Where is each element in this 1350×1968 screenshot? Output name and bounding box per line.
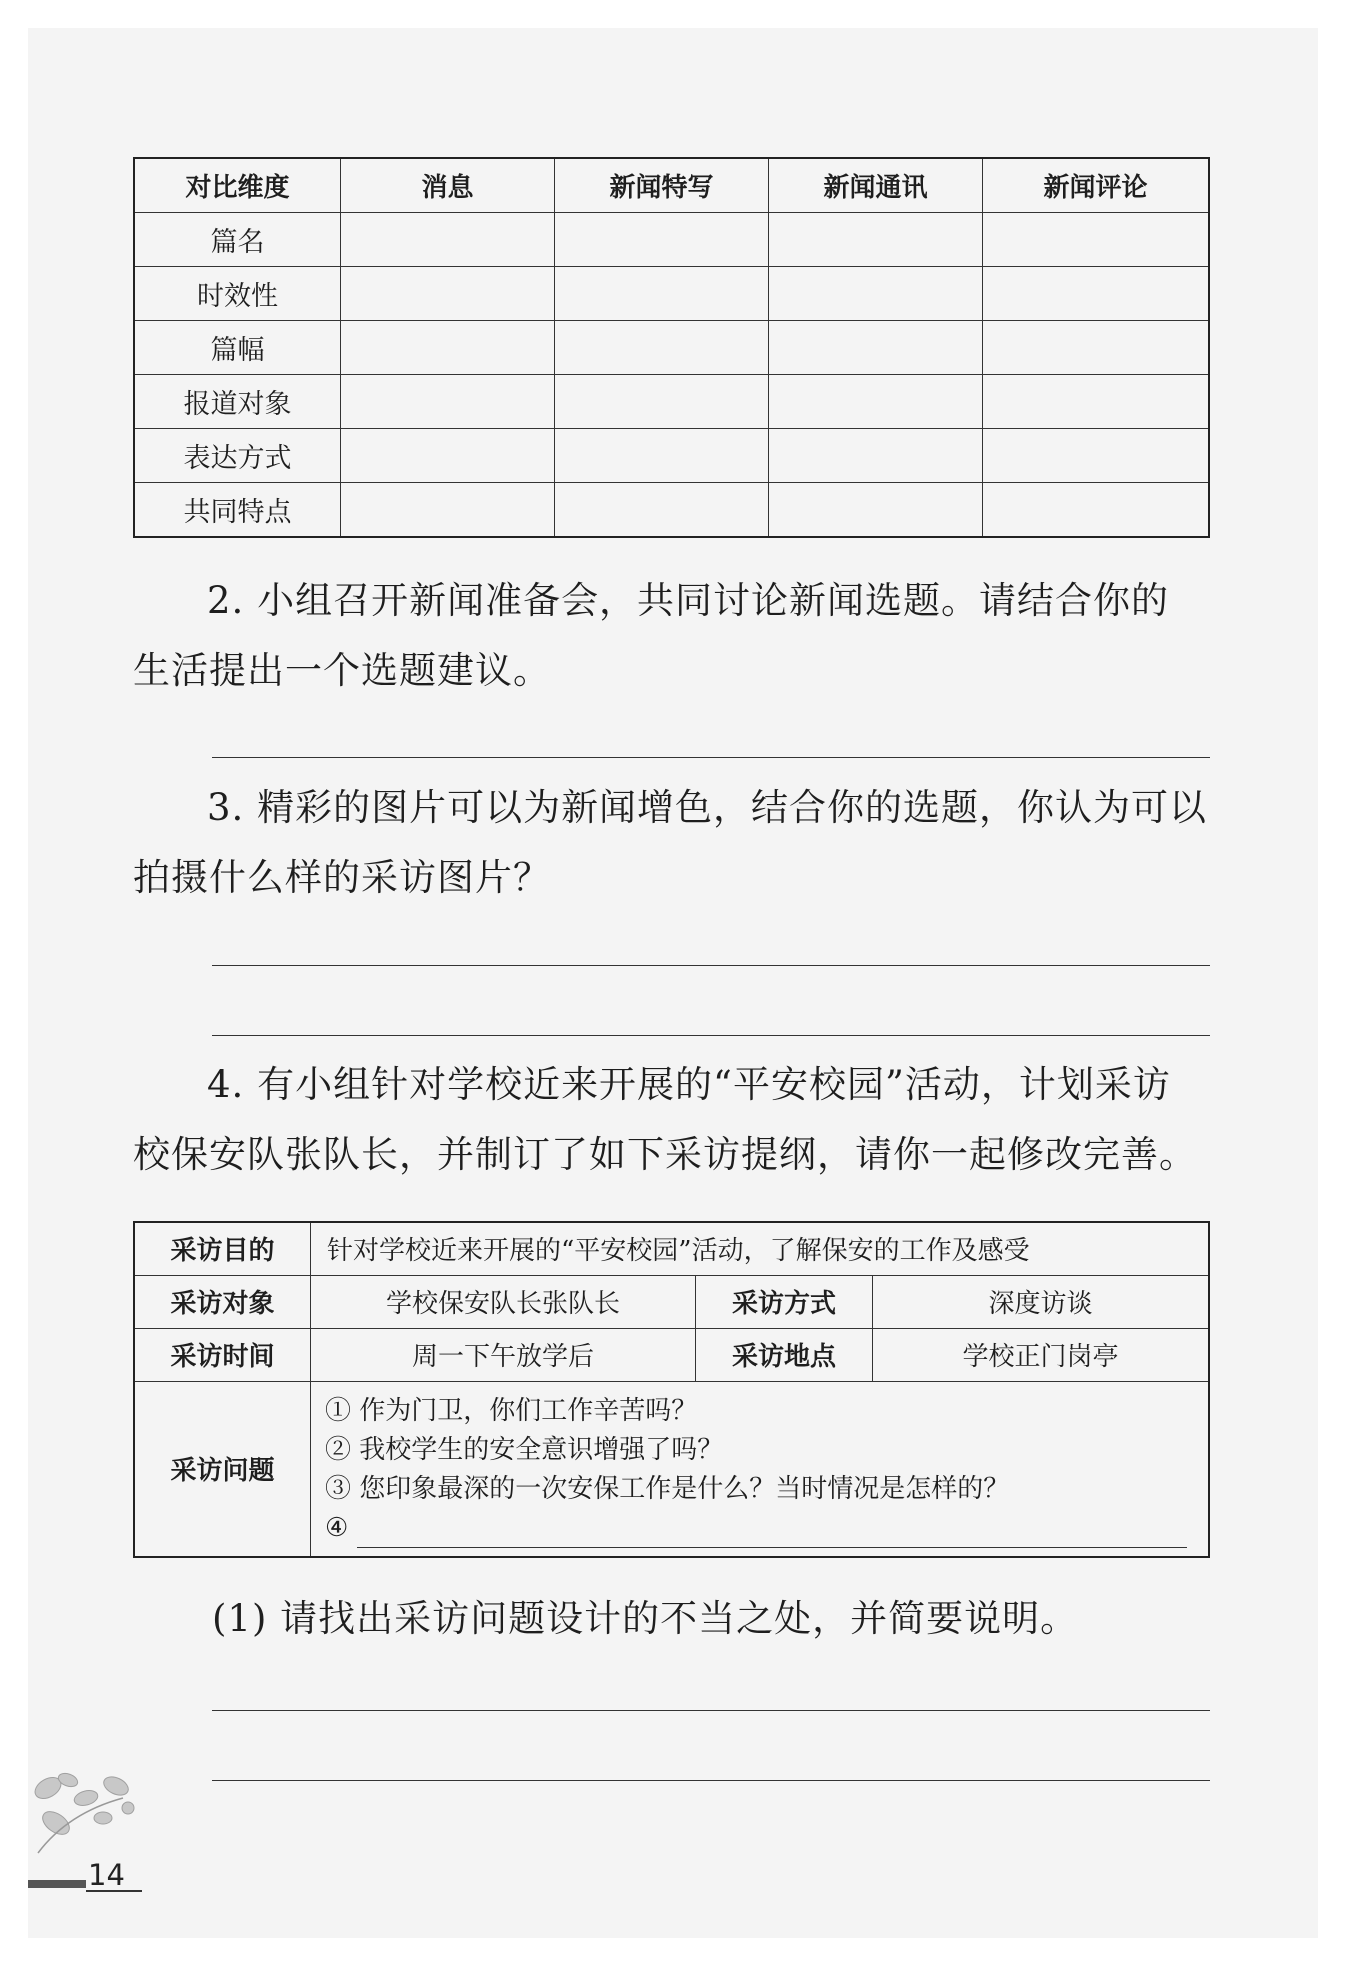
time-value: 周一下午放学后 <box>311 1328 696 1381</box>
answer-cell[interactable] <box>341 213 555 267</box>
answer-cell[interactable] <box>555 429 769 483</box>
table-row <box>134 1381 1209 1557</box>
answer-cell[interactable] <box>555 321 769 375</box>
interview-outline-table <box>133 1221 1210 1558</box>
header-dimension: 对比维度 <box>134 158 341 213</box>
comparison-table <box>133 157 1210 538</box>
sub-question-1: (1) 请找出采访问题设计的不当之处，并简要说明。 <box>212 1597 1079 1640</box>
answer-cell[interactable] <box>983 483 1210 538</box>
answer-cell[interactable] <box>555 213 769 267</box>
answer-line[interactable] <box>212 1780 1210 1781</box>
answer-cell[interactable] <box>769 267 983 321</box>
answer-cell[interactable] <box>983 375 1210 429</box>
answer-line[interactable] <box>212 1710 1210 1711</box>
question-3-line2: 拍摄什么样的采访图片？ <box>133 856 551 899</box>
answer-cell[interactable] <box>983 429 1210 483</box>
answer-cell[interactable] <box>769 321 983 375</box>
questions-cell <box>311 1381 1210 1557</box>
page-number: 14 <box>88 1858 125 1892</box>
interview-question-2: ② 我校学生的安全意识增强了吗？ <box>325 1434 724 1465</box>
question-4-line1: 4. 有小组针对学校近来开展的“平安校园”活动，计划采访 <box>207 1063 1171 1106</box>
table-row <box>134 375 1209 429</box>
answer-cell[interactable] <box>341 429 555 483</box>
answer-cell[interactable] <box>769 213 983 267</box>
header-news-brief: 消息 <box>341 158 555 213</box>
table-row <box>134 1275 1209 1328</box>
row-label: 时效性 <box>134 267 341 321</box>
questions-label: 采访问题 <box>134 1381 311 1557</box>
row-label: 报道对象 <box>134 375 341 429</box>
table-row <box>134 1222 1209 1275</box>
question-4 <box>133 1050 1213 1190</box>
flower-decoration-icon <box>28 1768 148 1858</box>
interview-question-4-number: ④ <box>325 1512 349 1543</box>
answer-cell[interactable] <box>341 483 555 538</box>
table-row <box>134 267 1209 321</box>
header-news-report: 新闻通讯 <box>769 158 983 213</box>
table-row <box>134 213 1209 267</box>
answer-cell[interactable] <box>983 213 1210 267</box>
purpose-value: 针对学校近来开展的“平安校园”活动，了解保安的工作及感受 <box>311 1222 1210 1275</box>
answer-line[interactable] <box>212 965 1210 966</box>
method-value: 深度访谈 <box>873 1275 1210 1328</box>
answer-cell[interactable] <box>769 429 983 483</box>
table-row <box>134 321 1209 375</box>
question-2-line1: 2. 小组召开新闻准备会，共同讨论新闻选题。请结合你的 <box>207 579 1170 622</box>
answer-cell[interactable] <box>769 483 983 538</box>
method-label: 采访方式 <box>696 1275 873 1328</box>
place-label: 采访地点 <box>696 1328 873 1381</box>
answer-cell[interactable] <box>555 483 769 538</box>
answer-line[interactable] <box>212 757 1210 758</box>
page-number-underline <box>86 1890 142 1892</box>
table-row <box>134 483 1209 538</box>
target-value: 学校保安队长张队长 <box>311 1275 696 1328</box>
answer-cell[interactable] <box>555 267 769 321</box>
table-row <box>134 429 1209 483</box>
header-news-commentary: 新闻评论 <box>983 158 1210 213</box>
answer-cell[interactable] <box>341 267 555 321</box>
row-label: 篇名 <box>134 213 341 267</box>
question-3-line1: 3. 精彩的图片可以为新闻增色，结合你的选题，你认为可以 <box>207 786 1208 829</box>
interview-question-3: ③ 您印象最深的一次安保工作是什么？当时情况是怎样的？ <box>325 1473 1010 1504</box>
table-row <box>134 1328 1209 1381</box>
row-label: 共同特点 <box>134 483 341 538</box>
answer-line[interactable] <box>212 1035 1210 1036</box>
row-label: 表达方式 <box>134 429 341 483</box>
question-4-blank[interactable] <box>357 1521 1187 1548</box>
header-news-feature: 新闻特写 <box>555 158 769 213</box>
page-number-bar <box>28 1880 86 1888</box>
target-label: 采访对象 <box>134 1275 311 1328</box>
question-4-line2: 校保安队张队长，并制订了如下采访提纲，请你一起修改完善。 <box>133 1133 1197 1176</box>
answer-cell[interactable] <box>341 375 555 429</box>
interview-question-1: ① 作为门卫，你们工作辛苦吗？ <box>325 1395 698 1426</box>
answer-cell[interactable] <box>983 321 1210 375</box>
place-value: 学校正门岗亭 <box>873 1328 1210 1381</box>
comparison-header-row <box>134 158 1209 213</box>
purpose-label: 采访目的 <box>134 1222 311 1275</box>
question-2 <box>133 566 1213 706</box>
question-2-line2: 生活提出一个选题建议。 <box>133 649 551 692</box>
answer-cell[interactable] <box>555 375 769 429</box>
answer-cell[interactable] <box>769 375 983 429</box>
row-label: 篇幅 <box>134 321 341 375</box>
question-3 <box>133 773 1213 913</box>
answer-cell[interactable] <box>341 321 555 375</box>
time-label: 采访时间 <box>134 1328 311 1381</box>
answer-cell[interactable] <box>983 267 1210 321</box>
